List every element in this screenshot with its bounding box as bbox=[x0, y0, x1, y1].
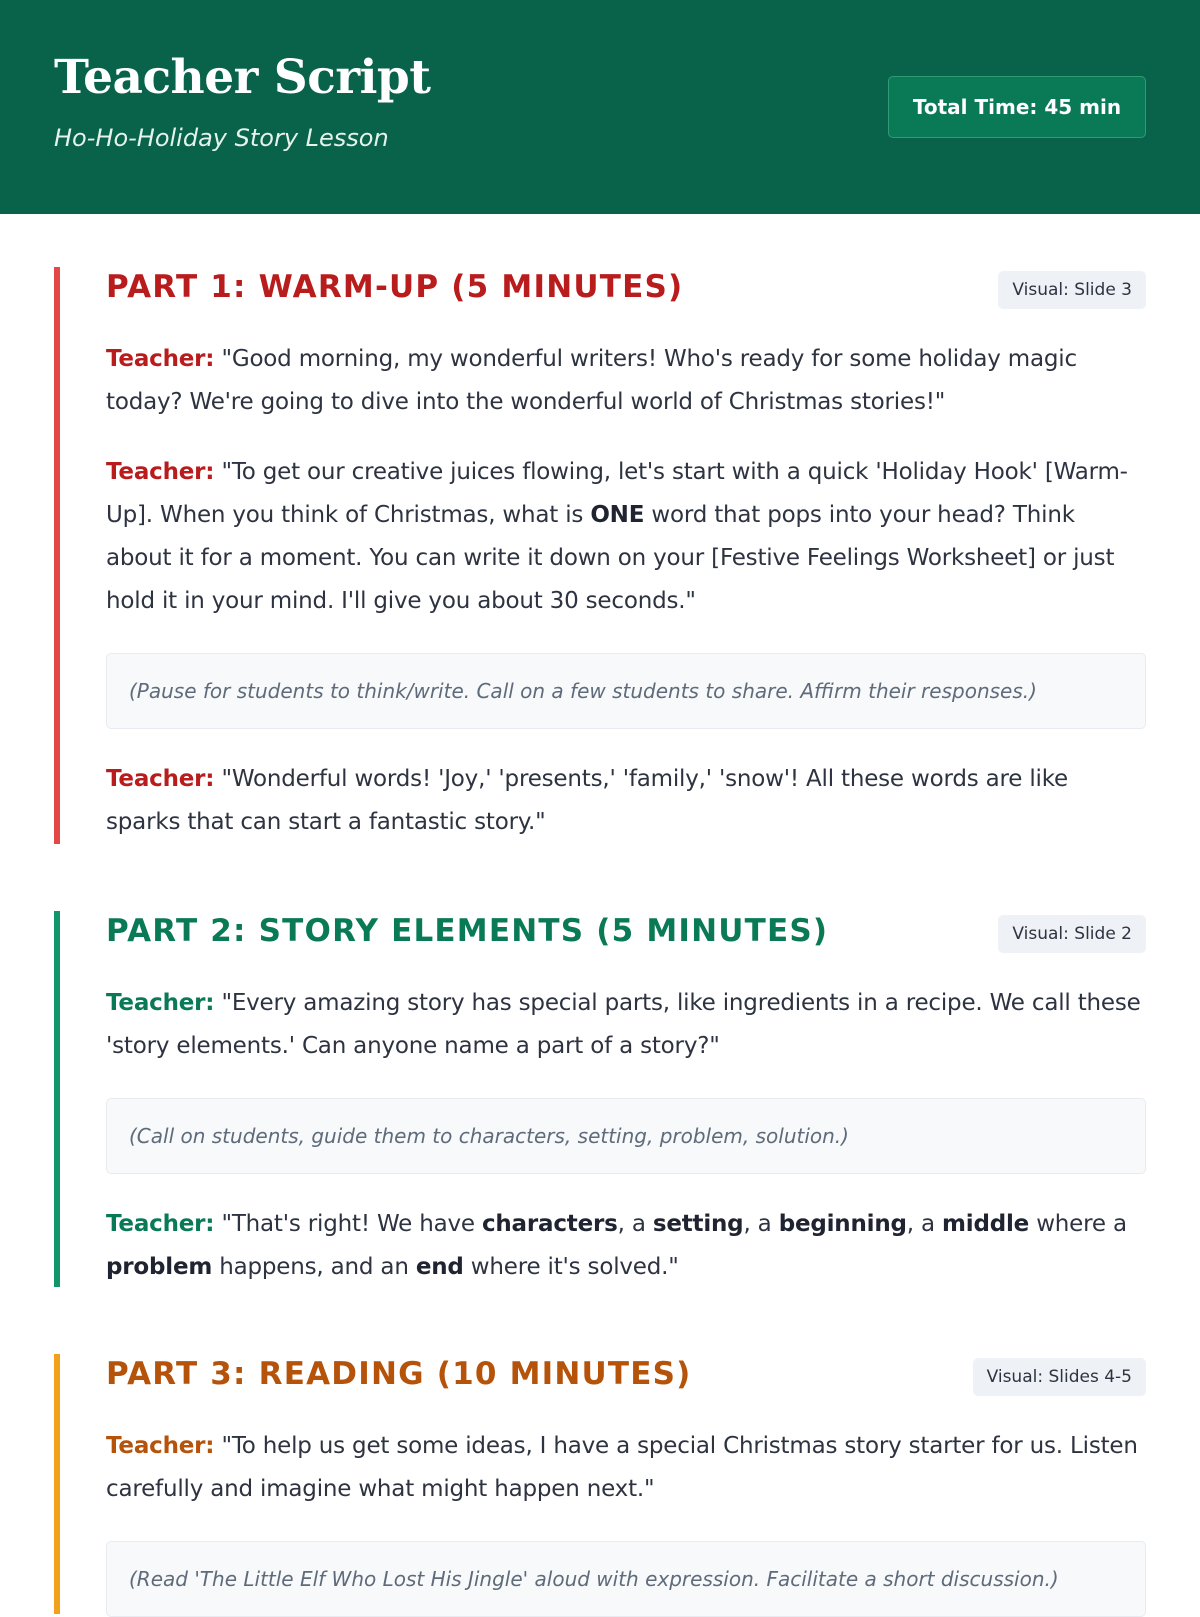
line-text: , a bbox=[906, 1211, 943, 1237]
section-header bbox=[106, 1354, 1146, 1410]
teacher-line bbox=[106, 338, 1146, 424]
visual-badge: Visual: Slide 3 bbox=[998, 271, 1146, 309]
section-title: PART 2: STORY ELEMENTS (5 MINUTES) bbox=[106, 913, 829, 949]
stage-direction-note: (Pause for students to think/write. Call on a few students to share. Affirm their responses.) bbox=[106, 653, 1146, 729]
emphasis-text: ONE bbox=[590, 502, 645, 528]
stage-direction-note: (Call on students, guide them to characters, setting, problem, solution.) bbox=[106, 1098, 1146, 1174]
line-text: where a bbox=[1029, 1211, 1127, 1237]
line-text: "Good morning, my wonderful writers! Who's ready for some holiday magic today? We're going to dive into the wonderful world of Christmas stories!" bbox=[106, 346, 1077, 415]
teacher-line bbox=[106, 982, 1146, 1068]
speaker-label: Teacher: bbox=[106, 766, 215, 792]
line-text: , a bbox=[617, 1211, 653, 1237]
line-text: "To help us get some ideas, I have a special Christmas story starter for us. Listen carefully and imagine what might happen next." bbox=[106, 1433, 1138, 1502]
line-text: word that pops into your head? Think about it for a moment. You can write it down on your [Festive Feelings Worksheet] or just hold it in your mind. I'll give you about 30 seconds." bbox=[106, 502, 1115, 614]
speaker-label: Teacher: bbox=[106, 990, 215, 1016]
section-title: PART 1: WARM-UP (5 MINUTES) bbox=[106, 269, 684, 305]
teacher-line bbox=[106, 1425, 1146, 1511]
line-text: "Every amazing story has special parts, like ingredients in a recipe. We call these 'story elements.' Can anyone name a part of a story?" bbox=[106, 990, 1141, 1059]
line-text: "Wonderful words! 'Joy,' 'presents,' 'family,' 'snow'! All these words are like sparks that can start a fantastic story." bbox=[106, 766, 1068, 835]
speaker-label: Teacher: bbox=[106, 346, 215, 372]
line-text: happens, and an bbox=[212, 1254, 416, 1280]
visual-badge: Visual: Slides 4-5 bbox=[973, 1358, 1146, 1396]
emphasis-text: setting bbox=[652, 1211, 744, 1237]
teacher-line bbox=[106, 451, 1146, 623]
stage-direction-note: (Read 'The Little Elf Who Lost His Jingle' aloud with expression. Facilitate a short discussion.) bbox=[106, 1541, 1146, 1617]
part-1-section bbox=[54, 267, 1146, 844]
section-header bbox=[106, 911, 1146, 967]
section-header bbox=[106, 267, 1146, 323]
emphasis-text: characters bbox=[481, 1211, 618, 1237]
page-header bbox=[0, 0, 1200, 214]
part-2-section bbox=[54, 911, 1146, 1287]
total-time-badge: Total Time: 45 min bbox=[888, 76, 1146, 138]
emphasis-text: middle bbox=[942, 1211, 1030, 1237]
visual-badge: Visual: Slide 2 bbox=[998, 915, 1146, 953]
teacher-line bbox=[106, 758, 1146, 844]
speaker-label: Teacher: bbox=[106, 459, 215, 485]
part-3-section bbox=[54, 1354, 1146, 1614]
line-text: where it's solved." bbox=[463, 1254, 679, 1280]
line-text: "That's right! We have bbox=[221, 1211, 482, 1237]
section-title: PART 3: READING (10 MINUTES) bbox=[106, 1356, 692, 1392]
emphasis-text: end bbox=[415, 1254, 464, 1280]
teacher-line bbox=[106, 1203, 1146, 1289]
emphasis-text: beginning bbox=[778, 1211, 907, 1237]
line-text: "To get our creative juices flowing, let's start with a quick 'Holiday Hook' [Warm-Up]. When you think of Christmas, what is bbox=[106, 459, 1128, 528]
line-text: , a bbox=[743, 1211, 779, 1237]
speaker-label: Teacher: bbox=[106, 1211, 215, 1237]
page-title: Teacher Script bbox=[54, 50, 431, 105]
speaker-label: Teacher: bbox=[106, 1433, 215, 1459]
page-subtitle: Ho-Ho-Holiday Story Lesson bbox=[54, 124, 389, 152]
emphasis-text: problem bbox=[106, 1254, 213, 1280]
